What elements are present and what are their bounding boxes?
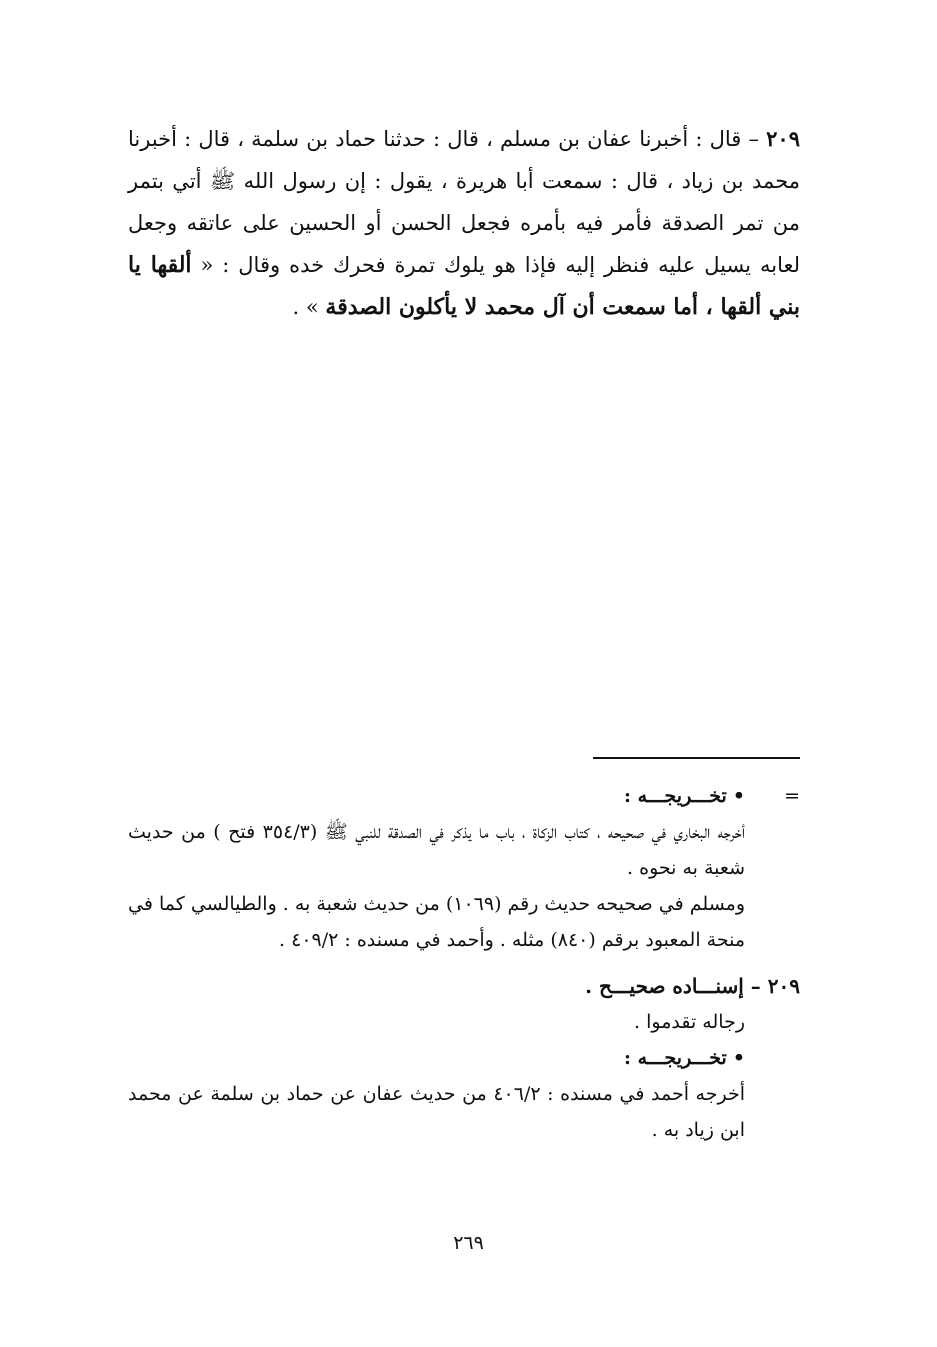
hadith-number: ٢٠٩: [766, 126, 800, 151]
hadith-text: [128, 118, 800, 328]
isnad-label: ٢٠٩ – إسنـــاده صحيـــح .: [585, 974, 800, 998]
quote-open-mark: «: [191, 253, 214, 277]
bullet-icon: •: [732, 785, 745, 807]
prophet-quote: ألقها يا بني ألقها ، أما سمعت أن آل محمد لا يأكلون الصدقة: [128, 252, 800, 320]
footnote-paragraph-muslim: ومسلم في صحيحه حديث رقم (١٠٦٩) من حديث شعبة به . والطيالسي كما في منحة المعبود برقم (٨٤٠) مثله . وأحمد في مسنده : ٤٠٩/٢ .: [128, 893, 746, 951]
footnote-paragraph-ahmad: أخرجه أحمد في مسنده : ٤٠٦/٢ من حديث عفان عن حماد بن سلمة عن محمد ابن زياد به .: [128, 1083, 745, 1141]
takhrij-heading-2: تخـــريجـــه :: [624, 1047, 727, 1069]
quote-close-mark: » .: [292, 295, 326, 319]
bullet-icon: •: [732, 1047, 745, 1069]
hadith-dash: –: [741, 127, 767, 151]
page-number: ٢٦٩: [453, 1232, 484, 1254]
footnote-paragraph-bukhari: أخرجه البخاري في صحيحه ، كتاب الزكاة ، باب ما يذكر في الصدقة للنبي ﷺ (٣٥٤/٣ فتح ) من حديث شعبة به نحوه .: [128, 821, 745, 879]
takhrij-heading-2-line: [128, 1040, 800, 1076]
footnotes-section: [128, 778, 800, 1148]
footnote-separator: [593, 757, 800, 759]
hadith-narration: قال : أخبرنا عفان بن مسلم ، قال : حدثنا حماد بن سلمة ، قال : أخبرنا محمد بن زياد ، قال : سمعت أبا هريرة ، يقول : إن رسول الله ﷺ أتي بتمر من تمر الصدقة فأمر فيه بأمره فجعل الحسن أو الحسين على عاتقه وجعل لعابه يسيل عليه فنظر إليه فإذا هو يلوك تمرة فحرك خده وقال :: [128, 127, 800, 277]
takhrij-heading-1: تخـــريجـــه :: [624, 785, 727, 807]
takhrij-heading-1-line: [128, 778, 800, 814]
isnad-note: رجاله تقدموا .: [634, 1011, 745, 1033]
continuation-mark: =: [784, 785, 800, 807]
